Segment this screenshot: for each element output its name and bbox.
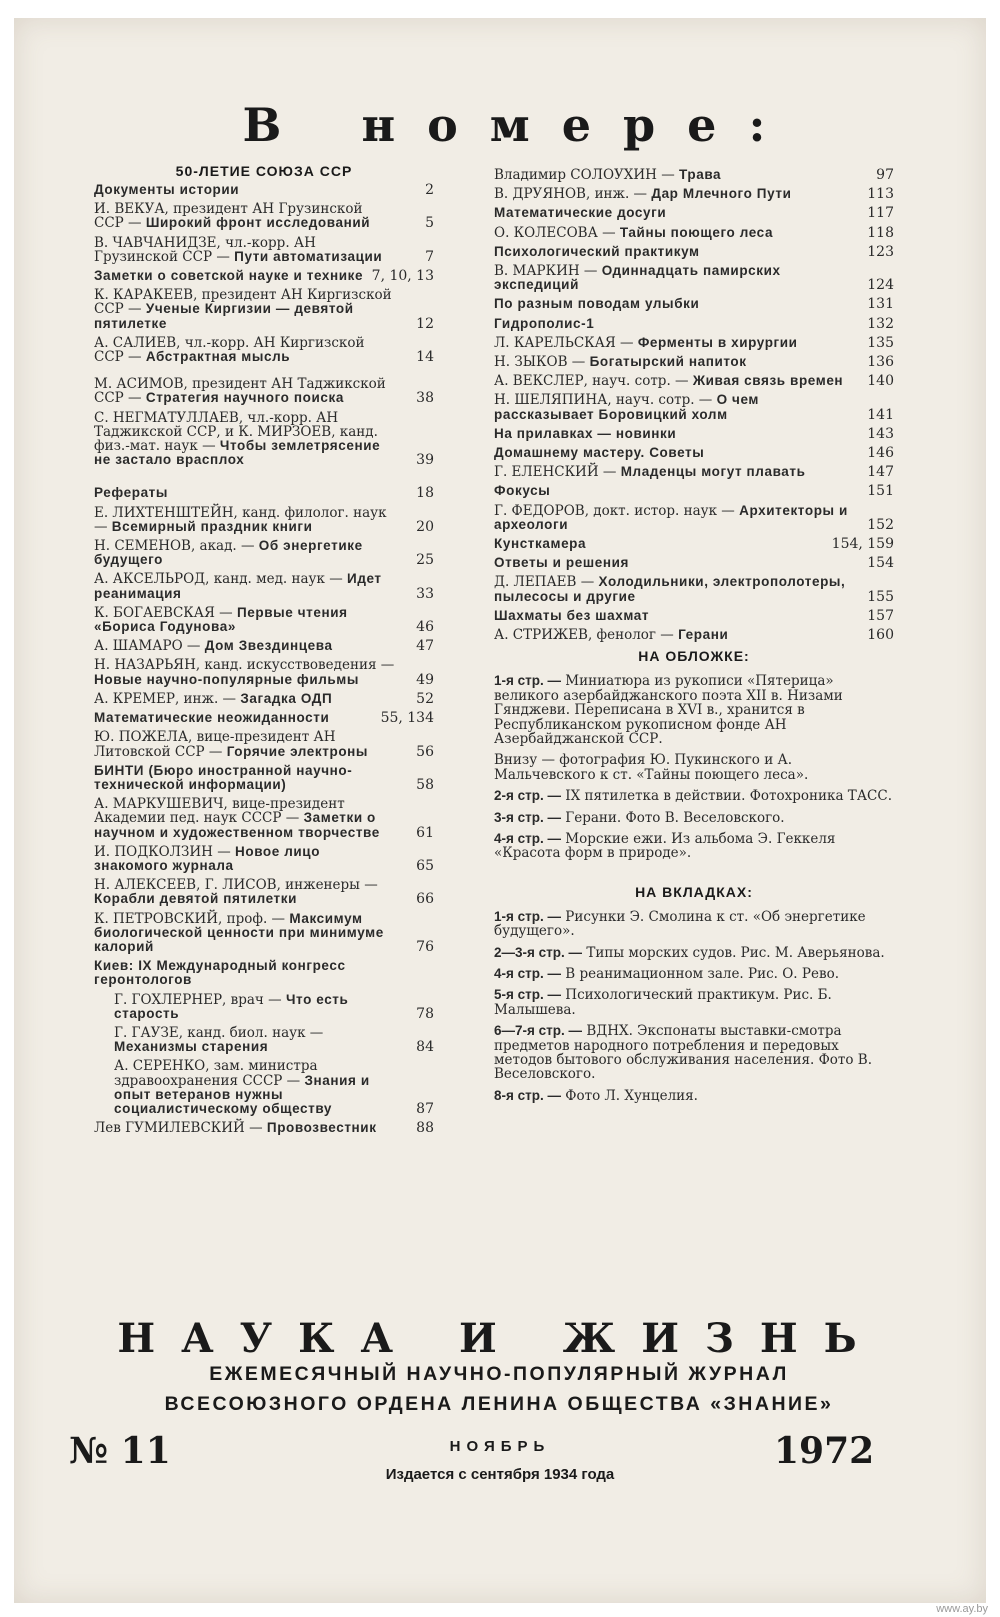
caption-text: ВДНХ. Экспонаты выставки-смотра предметов народного потребления и передовых методов бытового обслуживания населения. Фото В. Веселовского.	[494, 1023, 872, 1083]
entry-page: 97	[876, 167, 894, 183]
entry-title: Дар Млечного Пути	[651, 186, 792, 202]
entry-title: Богатырский напиток	[589, 354, 747, 370]
entry-page: 14	[416, 349, 434, 366]
entry-title: Провозвестник	[266, 1120, 377, 1136]
contents-entry	[94, 639, 434, 653]
entry-title: Математические неожиданности	[94, 710, 330, 726]
contents-entry	[494, 355, 894, 369]
entry-title: Об энергетике будущего	[94, 538, 363, 568]
contents-entry	[94, 1121, 434, 1135]
entry-title: Корабли девятой пятилетки	[94, 891, 298, 907]
entry-title: На прилавках — новинки	[494, 425, 677, 441]
entry-page: 20	[416, 518, 434, 535]
entry-author: Е. ЛИХТЕНШТЕЙН, канд. филолог. наук —	[94, 504, 387, 535]
cover-list	[494, 674, 894, 860]
caption-text: IX пятилетка в действии. Фотохроника ТАСС.	[565, 788, 892, 805]
contents-entry	[94, 377, 434, 405]
entry-author: Н. ЗЫКОВ —	[494, 354, 586, 371]
caption-item	[494, 789, 894, 803]
entry-author: С. НЕГМАТУЛЛАЕВ, чл.-корр. АН Таджикской ССР, и К. МИРЗОЕВ, канд. физ.-мат. наук —	[94, 409, 378, 455]
entry-page: 132	[867, 315, 894, 332]
entry-page: 49	[416, 671, 434, 688]
caption-text: В реанимационном зале. Рис. О. Рево.	[565, 965, 839, 982]
contents-entry	[94, 764, 434, 792]
cover-heading: НА ОБЛОЖКЕ:	[638, 648, 750, 665]
entry-author: А. АКСЕЛЬРОД, канд. мед. наук —	[94, 571, 343, 588]
entry-title: Ученые Киргизии — девятой пятилетке	[94, 301, 354, 331]
contents-entry	[494, 187, 894, 201]
contents-entry	[114, 1026, 434, 1054]
entry-page: 117	[867, 205, 894, 222]
watermark: www.ay.by	[936, 1603, 988, 1615]
entry-author: А. ШАМАРО —	[94, 638, 201, 655]
contents-entry	[494, 168, 894, 182]
entry-title: Герани	[678, 627, 729, 643]
entry-author: О. КОЛЕСОВА —	[494, 224, 616, 241]
entry-page: 38	[416, 390, 434, 407]
entry-page: 88	[416, 1120, 434, 1137]
left-entry-list	[94, 183, 434, 1135]
entry-author: А. МАРКУШЕВИЧ, вице-президент Академии пед. наук СССР —	[94, 796, 345, 827]
entry-page: 154	[867, 555, 894, 572]
entry-author: Л. КАРЕЛЬСКАЯ —	[494, 334, 634, 351]
entry-author: Лев ГУМИЛЕВСКИЙ —	[94, 1120, 263, 1137]
caption-page-label: 6—7-я стр. —	[494, 1023, 583, 1039]
entry-title: Заметки о советской науке и технике	[94, 268, 364, 284]
entry-author: А. КРЕМЕР, инж. —	[94, 690, 237, 707]
contents-entry	[494, 336, 894, 350]
section-title: 50-ЛЕТИЕ СОЮЗА ССР	[175, 163, 353, 179]
contents-left-column	[94, 163, 434, 1140]
entry-title: Шахматы без шахмат	[494, 607, 650, 623]
caption-text: Морские ежи. Из альбома Э. Геккеля «Красота форм в природе».	[494, 830, 836, 862]
contents-entry	[494, 245, 894, 259]
contents-entry	[494, 427, 894, 441]
contents-entry	[94, 606, 434, 634]
entry-author: Владимир СОЛОУХИН —	[494, 167, 675, 183]
entry-title: Первые чтения «Бориса Годунова»	[94, 604, 348, 635]
entry-author: А. ВЕКСЛЕР, науч. сотр. —	[494, 373, 689, 390]
entry-title: Что есть старость	[114, 991, 349, 1021]
contents-entry	[94, 236, 434, 264]
entry-page: 123	[867, 243, 894, 260]
entry-title: Загадка ОДП	[240, 690, 333, 706]
inserts-heading: НА ВКЛАДКАХ:	[635, 883, 753, 900]
entry-author: Г. ГОХЛЕРНЕР, врач —	[114, 991, 282, 1008]
entry-author: Г. ФЕДОРОВ, докт. истор. наук —	[494, 502, 735, 519]
caption-page-label: 4-я стр. —	[494, 830, 561, 846]
caption-page-label: 3-я стр. —	[494, 809, 561, 825]
entry-page: 5	[425, 215, 434, 232]
entry-title: БИНТИ (Бюро иностранной научно-технической информации)	[94, 762, 353, 792]
contents-entry	[94, 411, 434, 468]
entry-page: 2	[425, 182, 434, 198]
caption-text: Рисунки Э. Смолина к ст. «Об энергетике будущего».	[494, 908, 866, 940]
entry-page: 55, 134	[380, 710, 434, 727]
contents-entry	[94, 336, 434, 364]
right-entry-list	[494, 168, 894, 642]
entry-title: Трава	[679, 167, 722, 182]
caption-page-label: 2-я стр. —	[494, 788, 561, 804]
caption-item	[494, 1024, 894, 1082]
entry-author: Н. ШЕЛЯПИНА, науч. сотр. —	[494, 392, 713, 409]
contents-entry	[494, 609, 894, 623]
issue-month: НОЯБРЬ	[449, 1438, 551, 1455]
entry-title: Младенцы могут плавать	[620, 464, 806, 480]
contents-entry	[94, 692, 434, 706]
contents-right-column	[494, 168, 894, 1110]
contents-entry	[94, 506, 434, 534]
entry-page: 52	[416, 690, 434, 707]
entry-page: 118	[867, 224, 894, 241]
entry-page: 61	[416, 824, 434, 841]
entry-title: Максимум биологической ценности при минимуме калорий	[94, 910, 384, 954]
entry-author: И. ВЕКУА, президент АН Грузинской ССР —	[94, 201, 363, 232]
caption-item	[494, 811, 894, 825]
magazine-name: НАУКА И ЖИЗНЬ	[117, 1315, 883, 1362]
contents-entry	[494, 264, 894, 292]
entry-author: М. АСИМОВ, президент АН Таджикской ССР —	[94, 376, 386, 407]
entry-title: Абстрактная мысль	[145, 349, 291, 365]
entry-page: 136	[867, 354, 894, 371]
entry-page: 25	[416, 552, 434, 569]
entry-title: Знания и опыт ветеранов нужны социалистическому обществу	[114, 1072, 370, 1116]
entry-page: 39	[416, 452, 434, 469]
entry-title: Холодильники, электрополотеры, пылесосы и другие	[494, 574, 846, 604]
contents-entry	[94, 730, 434, 758]
contents-entry	[494, 465, 894, 479]
caption-page-label: 2—3-я стр. —	[494, 944, 583, 960]
contents-entry	[494, 206, 894, 220]
contents-entry	[94, 959, 434, 987]
entry-author: К. КАРАКЕЕВ, президент АН Киргизской ССР —	[94, 287, 392, 318]
entry-page: 160	[867, 627, 894, 644]
entry-page: 65	[416, 857, 434, 874]
entry-author: Н. СЕМЕНОВ, акад. —	[94, 538, 255, 555]
issue-number: № 11	[69, 1430, 171, 1472]
caption-page-label: 1-я стр. —	[494, 673, 561, 689]
contents-entry	[94, 711, 434, 725]
caption-item	[494, 674, 894, 746]
entry-page: 18	[416, 485, 434, 502]
entry-title: Кунсткамера	[494, 536, 587, 552]
caption-text: Миниатюра из рукописи «Пятерица» великого азербайджанского поэта XII в. Низами Гянджеви. Переписана в XVI в., хранится в Республиканском рукописном фонде АН Азербайджанской ССР.	[494, 673, 843, 747]
caption-page-label: 4-я стр. —	[494, 965, 561, 981]
entry-page: 141	[867, 406, 894, 423]
entry-title: Психологический практикум	[494, 243, 700, 259]
entry-title: Новые научно-популярные фильмы	[94, 671, 360, 687]
entry-page: 155	[867, 588, 894, 605]
entry-title: Чтобы землетрясение не застало врасплох	[94, 438, 381, 468]
entry-page: 140	[867, 373, 894, 390]
entry-author: А. СТРИЖЕВ, фенолог —	[494, 627, 674, 644]
entry-title: Документы истории	[94, 182, 240, 197]
entry-title: О чем рассказывает Боровицкий холм	[494, 392, 759, 422]
entry-title: Заметки о научном и художественном творчестве	[94, 810, 380, 840]
caption-text: Фото Л. Хунцелия.	[565, 1087, 698, 1104]
caption-page-label: 8-я стр. —	[494, 1087, 561, 1103]
contents-entry	[94, 202, 434, 230]
caption-text: Типы морских судов. Рис. М. Аверьянова.	[586, 944, 885, 961]
contents-entry	[494, 446, 894, 460]
contents-entry	[494, 504, 894, 532]
entry-author: Н. НАЗАРЬЯН, канд. искусствоведения —	[94, 657, 395, 674]
entry-page: 7	[425, 248, 434, 265]
entry-page: 58	[416, 776, 434, 793]
contents-entry	[494, 393, 894, 421]
entry-page: 33	[416, 585, 434, 602]
entry-page: 7, 10, 13	[371, 268, 434, 285]
entry-author: В. МАРКИН —	[494, 263, 598, 280]
entry-page: 131	[867, 296, 894, 313]
contents-entry	[494, 374, 894, 388]
entry-title: Рефераты	[94, 485, 169, 501]
entry-page: 46	[416, 619, 434, 636]
entry-title: Киев: IX Международный конгресс геронтологов	[94, 958, 346, 988]
contents-entry	[94, 658, 434, 686]
entry-page: 87	[416, 1100, 434, 1117]
caption-item	[494, 946, 894, 960]
contents-entry	[494, 226, 894, 240]
caption-item	[494, 967, 894, 981]
entry-title: Домашнему мастеру. Советы	[494, 445, 705, 461]
entry-title: Тайны поющего леса	[619, 224, 774, 240]
entry-page: 154, 159	[831, 536, 894, 553]
entry-author: Ю. ПОЖЕЛА, вице-президент АН Литовской ССР —	[94, 729, 336, 760]
entry-title: Всемирный праздник книги	[111, 518, 313, 534]
entry-author: А. СЕРЕНКО, зам. министра здравоохранения СССР —	[114, 1058, 318, 1089]
caption-text: Герани. Фото В. Веселовского.	[565, 809, 785, 826]
contents-entry	[494, 297, 894, 311]
contents-entry	[94, 845, 434, 873]
entry-page: 78	[416, 1005, 434, 1022]
entry-page: 12	[416, 315, 434, 332]
contents-entry	[94, 486, 434, 500]
contents-entry	[114, 993, 434, 1021]
contents-entry	[494, 556, 894, 570]
entry-page: 146	[867, 445, 894, 462]
entry-title: По разным поводам улыбки	[494, 296, 700, 312]
entry-page: 56	[416, 743, 434, 760]
contents-entry	[494, 484, 894, 498]
entry-page: 47	[416, 638, 434, 655]
entry-title: Широкий фронт исследований	[145, 215, 371, 231]
caption-item	[494, 988, 894, 1017]
contents-entry	[94, 912, 434, 955]
contents-entry	[94, 269, 434, 283]
entry-author: А. САЛИЕВ, чл.-корр. АН Киргизской ССР —	[94, 334, 365, 366]
magazine-page	[14, 18, 986, 1603]
entry-author: Г. ГАУЗЕ, канд. биол. наук —	[114, 1024, 324, 1041]
entry-author: Д. ЛЕПАЕВ —	[494, 574, 595, 591]
published-since: Издается с сентября 1934 года	[385, 1466, 615, 1483]
magazine-subtitle-1: ЕЖЕМЕСЯЧНЫЙ НАУЧНО-ПОПУЛЯРНЫЙ ЖУРНАЛ	[209, 1363, 789, 1385]
entry-title: Идет реанимация	[94, 571, 382, 601]
entry-author: К. БОГАЕВСКАЯ —	[94, 604, 233, 621]
entry-title: Фокусы	[494, 483, 551, 499]
caption-page-label: 5-я стр. —	[494, 987, 561, 1003]
entry-title: Живая связь времен	[692, 373, 844, 389]
entry-page: 152	[867, 516, 894, 533]
caption-item	[494, 832, 894, 861]
entry-page: 143	[867, 425, 894, 442]
contents-entry	[94, 878, 434, 906]
magazine-subtitle-2: ВСЕСОЮЗНОГО ОРДЕНА ЛЕНИНА ОБЩЕСТВА «ЗНАНИЕ»	[164, 1393, 834, 1415]
entry-author: В. ЧАВЧАНИДЗЕ, чл.-корр. АН Грузинской ССР —	[94, 234, 316, 265]
entry-page: 84	[416, 1039, 434, 1056]
entry-author: К. ПЕТРОВСКИЙ, проф. —	[94, 910, 286, 927]
inserts-list	[494, 910, 894, 1103]
entry-title: Ответы и решения	[494, 555, 629, 571]
entry-page: 135	[867, 334, 894, 351]
caption-text: Психологический практикум. Рис. Б. Малышева.	[494, 987, 832, 1018]
caption-page-label: 1-я стр. —	[494, 908, 561, 924]
contents-entry	[494, 628, 894, 642]
entry-title: Горячие электроны	[226, 743, 369, 759]
entry-title: Архитекторы и археологи	[494, 502, 848, 532]
entry-title: Стратегия научного поиска	[145, 390, 344, 406]
entry-author: И. ПОДКОЛЗИН —	[94, 843, 231, 860]
caption-item	[494, 1089, 894, 1103]
entry-page: 66	[416, 891, 434, 908]
contents-entry	[94, 539, 434, 567]
entry-page: 113	[867, 186, 894, 203]
entry-page: 76	[416, 938, 434, 955]
contents-entry	[494, 575, 894, 603]
entry-page: 147	[867, 464, 894, 481]
entry-title: Новое лицо знакомого журнала	[94, 843, 321, 873]
contents-entry	[494, 317, 894, 331]
entry-title: Одиннадцать памирских экспедиций	[494, 263, 781, 293]
contents-entry	[494, 537, 894, 551]
caption-text: Внизу — фотография Ю. Пукинского и А. Мальчевского к ст. «Тайны поющего леса».	[494, 752, 809, 783]
entry-title: Механизмы старения	[114, 1039, 269, 1055]
entry-title: Гидрополис-1	[494, 315, 595, 331]
contents-entry	[94, 572, 434, 600]
caption-item	[494, 753, 894, 782]
entry-author: В. ДРУЯНОВ, инж. —	[494, 186, 648, 203]
caption-item	[494, 910, 894, 939]
entry-page: 151	[867, 483, 894, 500]
issue-year: 1972	[774, 1430, 875, 1472]
entry-title: Ферменты в хирургии	[637, 334, 798, 350]
contents-entry	[94, 183, 434, 197]
entry-author: Н. АЛЕКСЕЕВ, Г. ЛИСОВ, инженеры —	[94, 877, 378, 894]
entry-title: Пути автоматизации	[234, 248, 383, 264]
entry-title: Дом Звездинцева	[204, 638, 333, 654]
entry-author: Г. ЕЛЕНСКИЙ —	[494, 464, 617, 481]
page-title: В номере:	[242, 98, 798, 152]
contents-entry	[94, 288, 434, 331]
contents-entry	[114, 1059, 434, 1116]
contents-entry	[94, 797, 434, 840]
entry-title: Математические досуги	[494, 205, 667, 221]
entry-page: 157	[867, 607, 894, 624]
entry-page: 124	[867, 277, 894, 294]
